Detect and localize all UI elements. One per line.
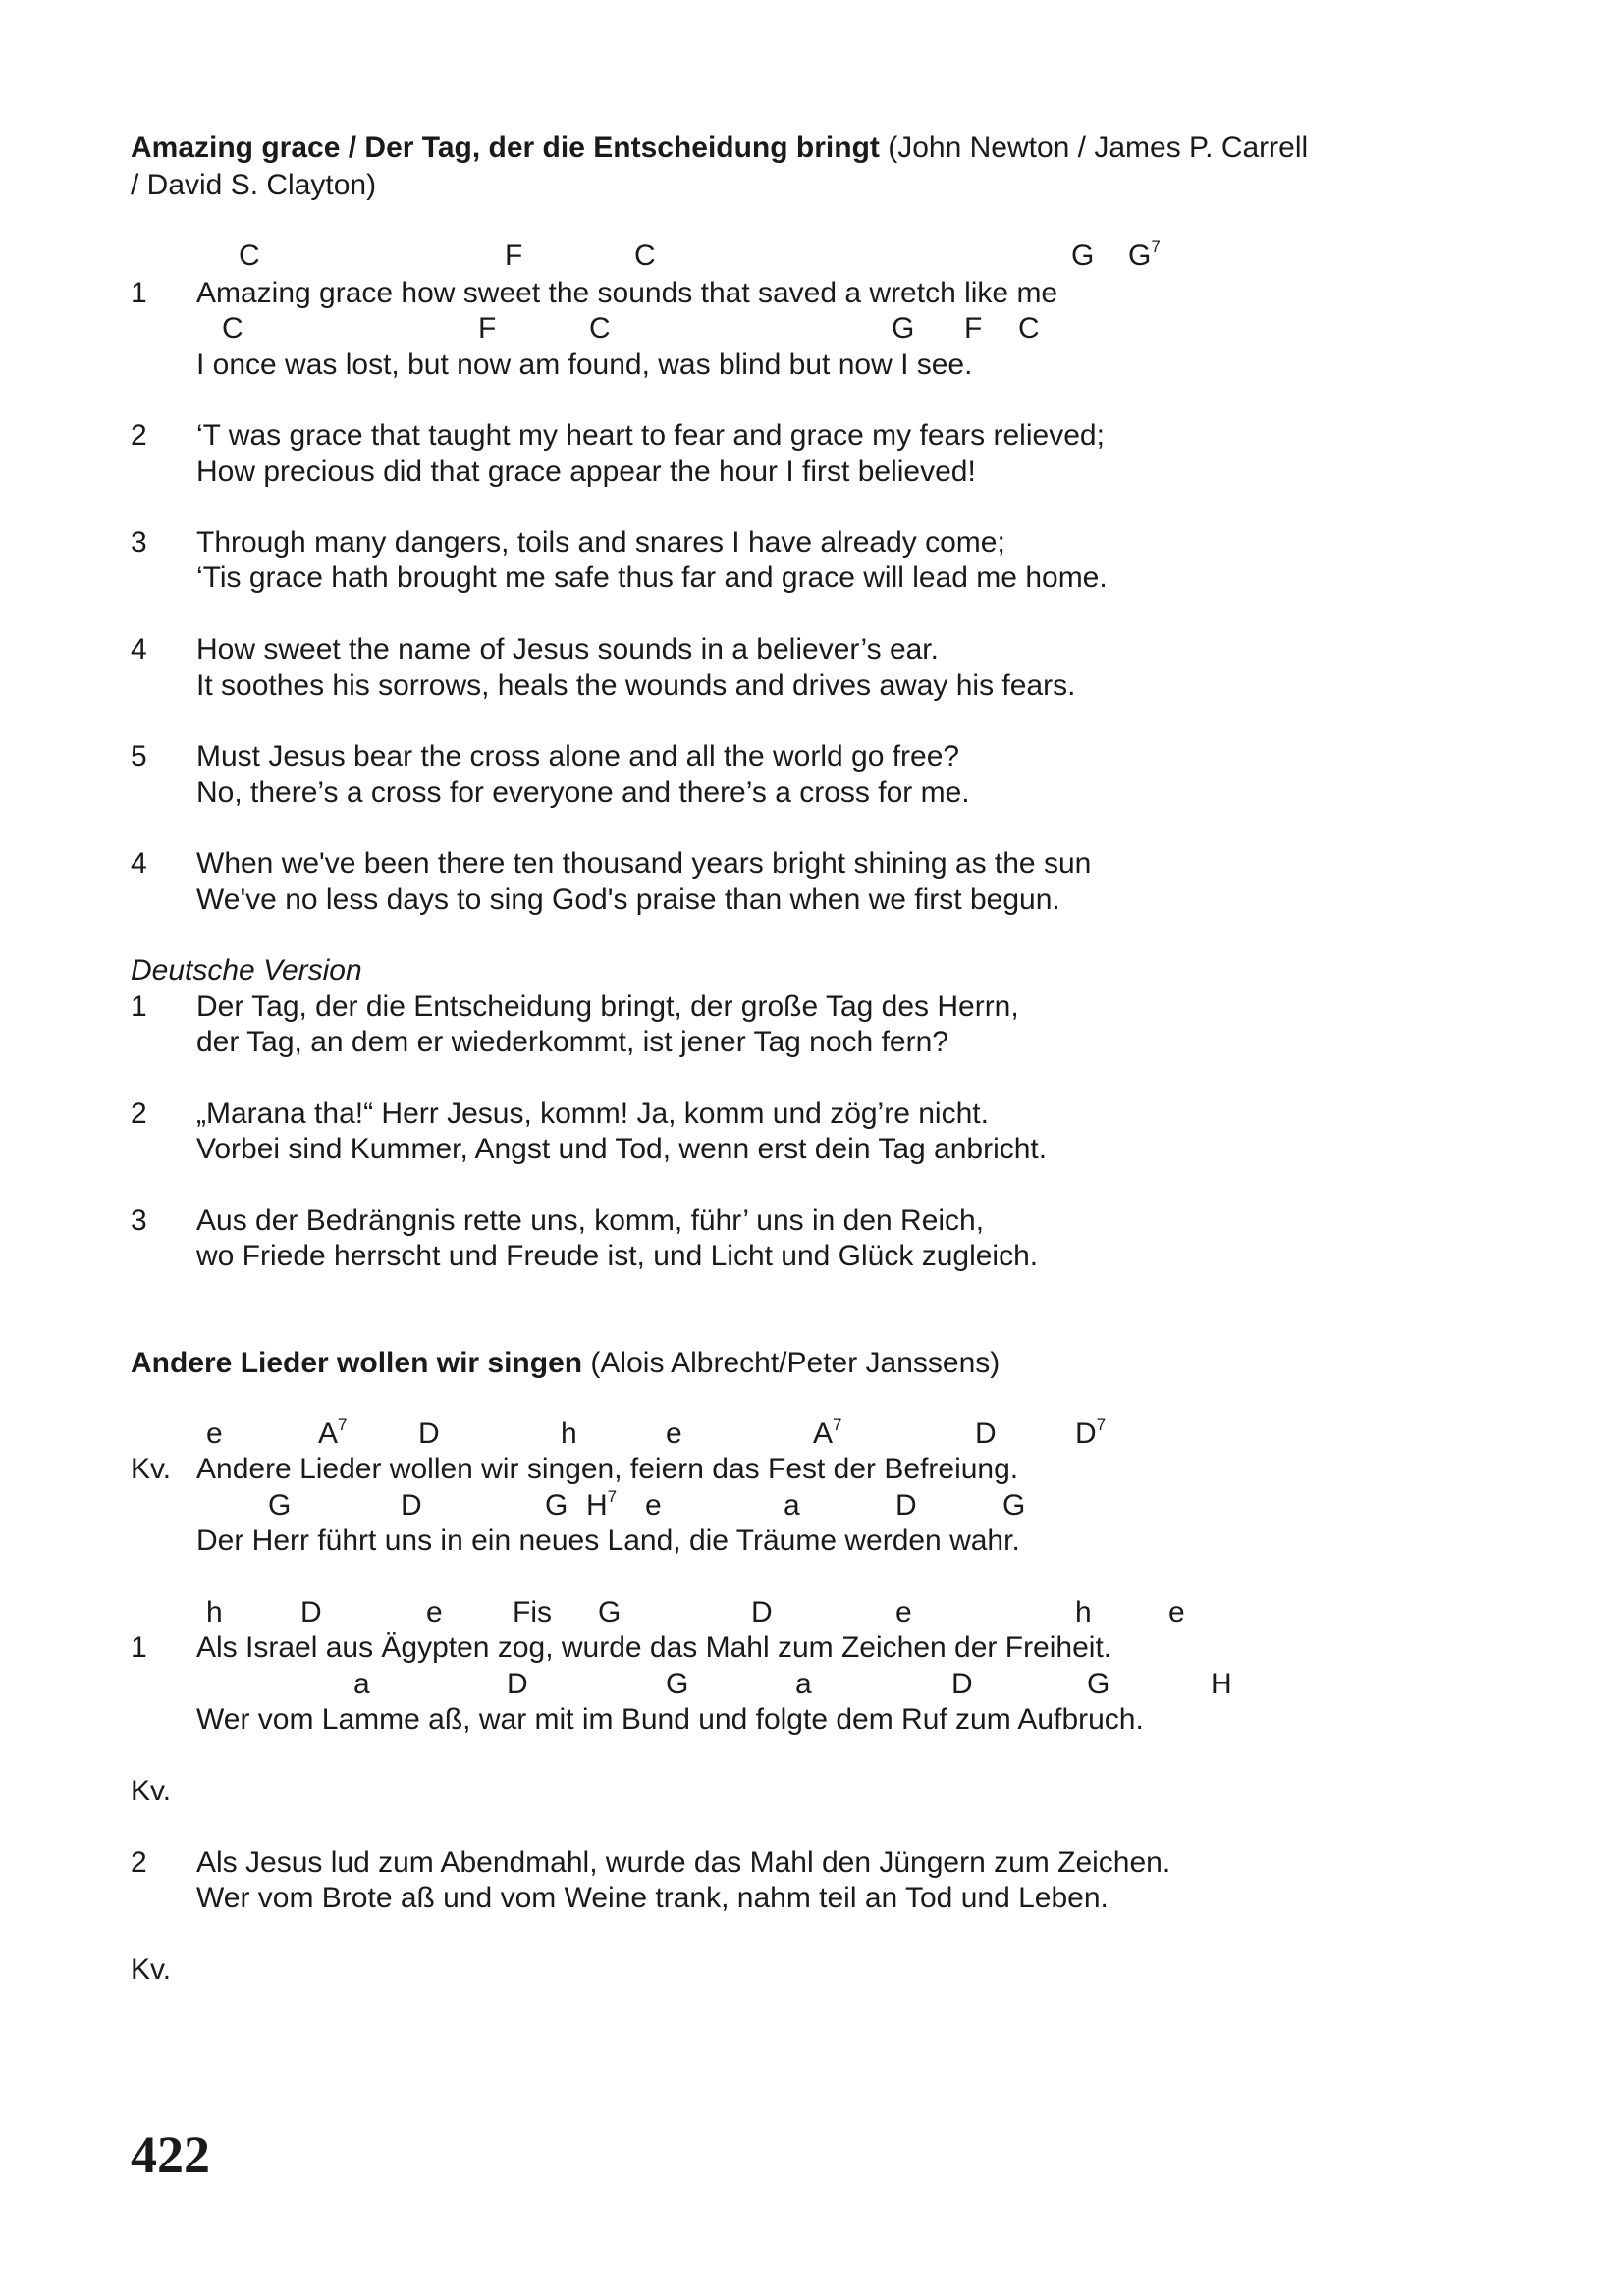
chord-symbol [598,1595,621,1630]
chord-symbol [206,1595,223,1630]
chord-root: e [426,1596,443,1629]
chord-symbol [353,1667,370,1702]
chord-symbol [1087,1667,1109,1702]
chord-symbol [478,311,496,347]
chord-root: G [545,1489,568,1522]
chord-root: h [1075,1596,1092,1629]
verse-number: 3 [131,526,147,559]
verse-number: 1 [131,1631,147,1664]
refrain-reference: Kv. [131,1953,172,1986]
lyric-line: Must Jesus bear the cross alone and all the world go free? [196,740,960,773]
chord-root: D [300,1596,322,1629]
chord-root: C [239,240,260,272]
chord-symbol [268,1488,291,1523]
chord-root: D [895,1489,917,1522]
verse-number: 2 [131,1097,147,1130]
page-number: 422 [131,2125,210,2184]
chord-root: D [975,1417,997,1450]
lyric-line: Aus der Bedrängnis rette uns, komm, führ’ uns in den Reich, [196,1204,985,1237]
chord-symbol [1211,1667,1232,1702]
chord-root: D [951,1668,973,1700]
chord-symbol [418,1416,440,1452]
chord-root: G [1128,240,1152,272]
chord-root: e [1168,1596,1185,1629]
song-title-text: Andere Lieder wollen wir singen [131,1347,583,1379]
lyric-line: No, there’s a cross for everyone and there’s a cross for me. [196,776,970,809]
chord-root: C [634,240,656,272]
lyric-line: ‘T was grace that taught my heart to fear and grace my fears relieved; [196,419,1105,452]
lyric-line: How sweet the name of Jesus sounds in a believer’s ear. [196,633,939,666]
chord-symbol [1075,1416,1106,1452]
chord-symbol [513,1595,552,1630]
chord-root: G [1002,1489,1026,1522]
lyric-line: Through many dangers, toils and snares I have already come; [196,526,1005,559]
chord-extension: 7 [1151,238,1161,256]
chord-root: a [784,1489,800,1522]
chord-symbol [895,1595,912,1630]
chord-symbol [507,1667,528,1702]
chord-symbol [1002,1488,1025,1523]
section-heading-german: Deutsche Version [131,954,362,987]
chord-root: G [268,1489,292,1522]
chord-root: H [1211,1668,1232,1700]
lyric-line: Amazing grace how sweet the sounds that saved a wretch like me [196,277,1058,309]
lyric-line: When we've been there ten thousand years bright shining as the sun [196,847,1092,880]
chord-symbol [1018,311,1040,347]
chord-root: G [1071,240,1095,272]
lyric-line: ‘Tis grace hath brought me safe thus far and grace will lead me home. [196,561,1108,594]
chord-extension: 7 [607,1487,618,1506]
lyric-line: How precious did that grace appear the hour I first believed! [196,455,976,488]
chord-symbol [964,311,982,347]
chord-root: C [222,312,243,345]
chord-root: a [795,1668,812,1700]
chord-symbol [561,1416,577,1452]
lyric-line: Wer vom Lamme aß, war mit im Bund und folgte dem Ruf zum Aufbruch. [196,1703,1144,1735]
chord-root: F [964,312,983,345]
chord-root: Fis [513,1596,552,1629]
chord-root: D [1075,1417,1097,1450]
chord-root: A [813,1417,834,1450]
chord-symbol [589,311,611,347]
lyric-line: wo Friede herrscht und Freude ist, und Licht und Glück zugleich. [196,1240,1039,1272]
verse-number: 4 [131,847,147,880]
refrain-label: Kv. [131,1453,172,1485]
chord-symbol [795,1667,812,1702]
chord-root: e [895,1596,912,1629]
chord-symbol [813,1416,841,1452]
chord-extension: 7 [338,1415,348,1434]
chord-root: G [1087,1668,1110,1700]
chord-symbol [1128,239,1161,274]
chord-symbol [666,1667,688,1702]
chord-symbol [975,1416,997,1452]
chord-root: G [598,1596,622,1629]
chord-root: e [645,1489,662,1522]
song-title-text: Amazing grace / Der Tag, der die Entscheidung bringt [131,132,880,164]
verse-number: 3 [131,1204,147,1237]
lyric-line: der Tag, an dem er wiederkommt, ist jener Tag noch fern? [196,1026,948,1058]
lyric-line: „Marana tha!“ Herr Jesus, komm! Ja, komm und zög’re nicht. [196,1097,989,1130]
chord-symbol [1071,239,1094,274]
chord-root: D [507,1668,528,1700]
verse-number: 1 [131,990,147,1023]
verse-number: 2 [131,419,147,452]
lyric-line: Andere Lieder wollen wir singen, feiern das Fest der Befreiung. [196,1453,1019,1485]
chord-root: C [589,312,611,345]
chord-symbol [895,1488,917,1523]
lyric-line: I once was lost, but now am found, was blind but now I see. [196,348,973,381]
chord-symbol [545,1488,568,1523]
chord-symbol [586,1488,617,1523]
chord-extension: 7 [1096,1415,1107,1434]
chord-symbol [751,1595,773,1630]
refrain-reference: Kv. [131,1775,172,1807]
chord-symbol [666,1416,682,1452]
lyric-line: Der Herr führt uns in ein neues Land, die Träume werden wahr. [196,1524,1020,1557]
chord-root: A [318,1417,339,1450]
lyric-line: Wer vom Brote aß und vom Weine trank, nahm teil an Tod und Leben. [196,1882,1109,1914]
chord-symbol [951,1667,973,1702]
chord-root: a [353,1668,370,1700]
chord-root: e [206,1417,223,1450]
song-title-andere-lieder [131,1345,1000,1382]
song-title-amazing-grace [131,130,1308,167]
chord-root: G [666,1668,689,1700]
chord-symbol [401,1488,422,1523]
chord-root: D [751,1596,773,1629]
chord-root: F [478,312,497,345]
chord-extension: 7 [833,1415,842,1434]
verse-number: 1 [131,277,147,309]
chord-symbol [1168,1595,1185,1630]
chord-symbol [206,1416,223,1452]
chord-symbol [645,1488,662,1523]
lyric-line: Als Israel aus Ägypten zog, wurde das Mahl zum Zeichen der Freiheit. [196,1631,1112,1664]
lyric-line: Als Jesus lud zum Abendmahl, wurde das Mahl den Jüngern zum Zeichen. [196,1846,1171,1879]
lyric-line: It soothes his sorrows, heals the wounds and drives away his fears. [196,669,1076,702]
verse-number: 4 [131,633,147,666]
lyric-line: Vorbei sind Kummer, Angst und Tod, wenn erst dein Tag anbricht. [196,1133,1048,1165]
verse-number: 2 [131,1846,147,1879]
verse-number: 5 [131,740,147,773]
chord-symbol [1075,1595,1092,1630]
song-authors: (Alois Albrecht/Peter Janssens) [582,1347,1001,1379]
chord-root: H [586,1489,608,1522]
lyric-line: Der Tag, der die Entscheidung bringt, der große Tag des Herrn, [196,990,1019,1023]
chord-root: D [418,1417,440,1450]
chord-symbol [318,1416,347,1452]
song-authors: (John Newton / James P. Carrell [879,132,1309,164]
chord-symbol [300,1595,322,1630]
chord-root: F [505,240,523,272]
chord-root: h [206,1596,223,1629]
chord-root: h [561,1417,577,1450]
chord-symbol [634,239,656,274]
chord-symbol [892,311,914,347]
chord-symbol [505,239,522,274]
chord-root: G [892,312,915,345]
chord-symbol [426,1595,443,1630]
chord-symbol [239,239,260,274]
chord-symbol [784,1488,800,1523]
chord-symbol [222,311,243,347]
chord-root: C [1018,312,1040,345]
lyric-line: We've no less days to sing God's praise than when we first begun. [196,883,1060,916]
chord-root: e [666,1417,682,1450]
chord-root: D [401,1489,422,1522]
song-authors-continued: / David S. Clayton) [131,169,377,201]
